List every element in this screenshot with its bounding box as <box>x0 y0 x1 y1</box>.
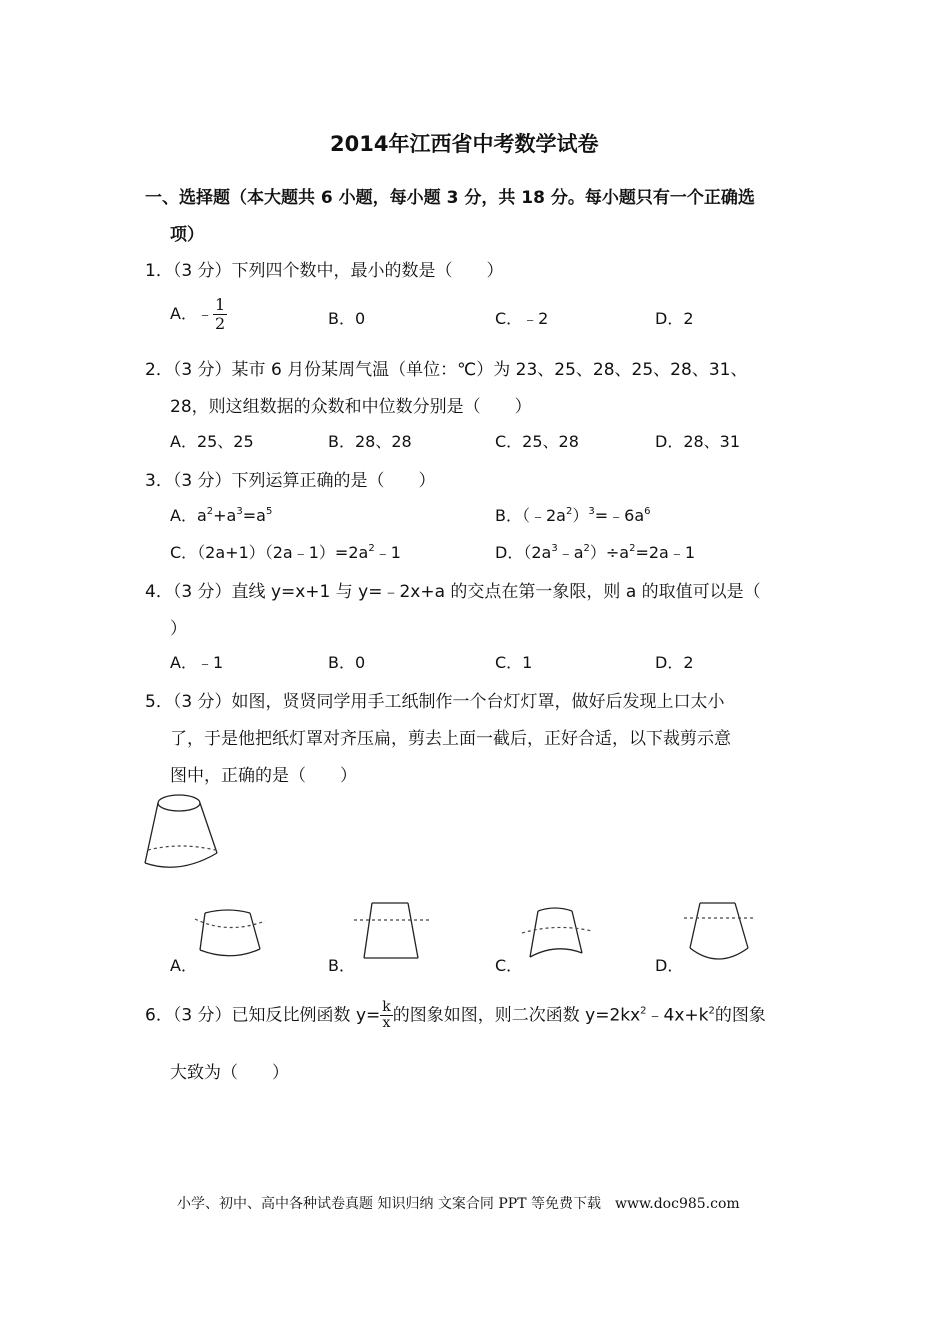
q2-stem-line2: 28，则这组数据的众数和中位数分别是（ ） <box>170 397 532 417</box>
q1-option-c: C．﹣2 <box>495 309 549 328</box>
q1-stem: 1．（3 分）下列四个数中，最小的数是（ ） <box>145 261 504 281</box>
q5-option-c: C． <box>495 956 523 975</box>
q4-option-d: D．2 <box>655 653 694 672</box>
q5-option-c-figure <box>520 905 600 967</box>
q5-stem-line1: 5．（3 分）如图，贤贤同学用手工纸制作一个台灯灯罩，做好后发现上口太小 <box>145 692 725 712</box>
page-footer: 小学、初中、高中各种试卷真题 知识归纳 文案合同 PPT 等免费下载 www.doc985.com <box>177 1196 740 1212</box>
q2-option-c: C．25、28 <box>495 432 579 451</box>
q5-option-a-figure <box>195 905 270 965</box>
page-title: 2014年江西省中考数学试卷 <box>330 132 599 156</box>
q3-option-c: C．$(2a+1)(2a﹣1)=2a^2﹣1$ <box>170 543 401 562</box>
lampshade-figure <box>140 790 225 870</box>
q1-option-b: B．0 <box>328 309 366 328</box>
q5-option-b: B． <box>328 956 355 975</box>
section-heading-line2: 项） <box>170 225 204 245</box>
q4-option-c: C．1 <box>495 653 533 672</box>
q5-stem-line2: 了，于是他把纸灯罩对齐压扁，剪去上面一截后，正好合适，以下裁剪示意 <box>170 729 731 749</box>
section-heading-line1: 一、选择题（本大题共 6 小题，每小题 3 分，共 18 分。每小题只有一个正确选 <box>145 188 755 208</box>
q5-option-b-figure <box>350 900 435 962</box>
q3-stem: 3．（3 分）下列运算正确的是（ ） <box>145 471 436 491</box>
q4-option-b: B．0 <box>328 653 366 672</box>
q1-option-d: D．2 <box>655 309 694 328</box>
q5-option-d-figure <box>680 900 760 965</box>
q1-option-a: A．﹣ $\frac{1}{2}$ <box>170 295 226 333</box>
q2-option-a: A．25、25 <box>170 432 254 451</box>
q4-stem-line2: ） <box>170 619 187 639</box>
q3-option-a: A．$a^2+a^3=a^5$ <box>170 506 273 525</box>
q2-option-d: D．28、31 <box>655 432 741 451</box>
q6-stem-line2: 大致为（ ） <box>170 1063 289 1083</box>
q3-option-d: D．$(2a^3﹣a^2)\div a^2=2a﹣1$ <box>495 543 696 562</box>
q5-stem-line3: 图中，正确的是（ ） <box>170 766 357 786</box>
q5-option-d: D． <box>655 956 684 975</box>
q5-option-a: A． <box>170 956 197 975</box>
q4-option-a: A．﹣1 <box>170 653 224 672</box>
q3-option-b: B．$(﹣2a^2)^3=﹣6a^6$ <box>495 506 651 525</box>
q6-stem-line1: 6．（3 分）已知反比例函数 y= $\frac{k}{x}$ 的图象如图，则二次函数 $y=2kx^2﹣4x+k^2$的图象 <box>145 999 766 1031</box>
q2-option-b: B．28、28 <box>328 432 412 451</box>
q2-stem-line1: 2．（3 分）某市 6 月份某周气温（单位：℃）为 23、25、28、25、28、31、 <box>145 360 748 380</box>
q4-stem-line1: 4．（3 分）直线 y=x+1 与 y=﹣2x+a 的交点在第一象限，则 a 的取值可以是（ <box>145 582 761 602</box>
